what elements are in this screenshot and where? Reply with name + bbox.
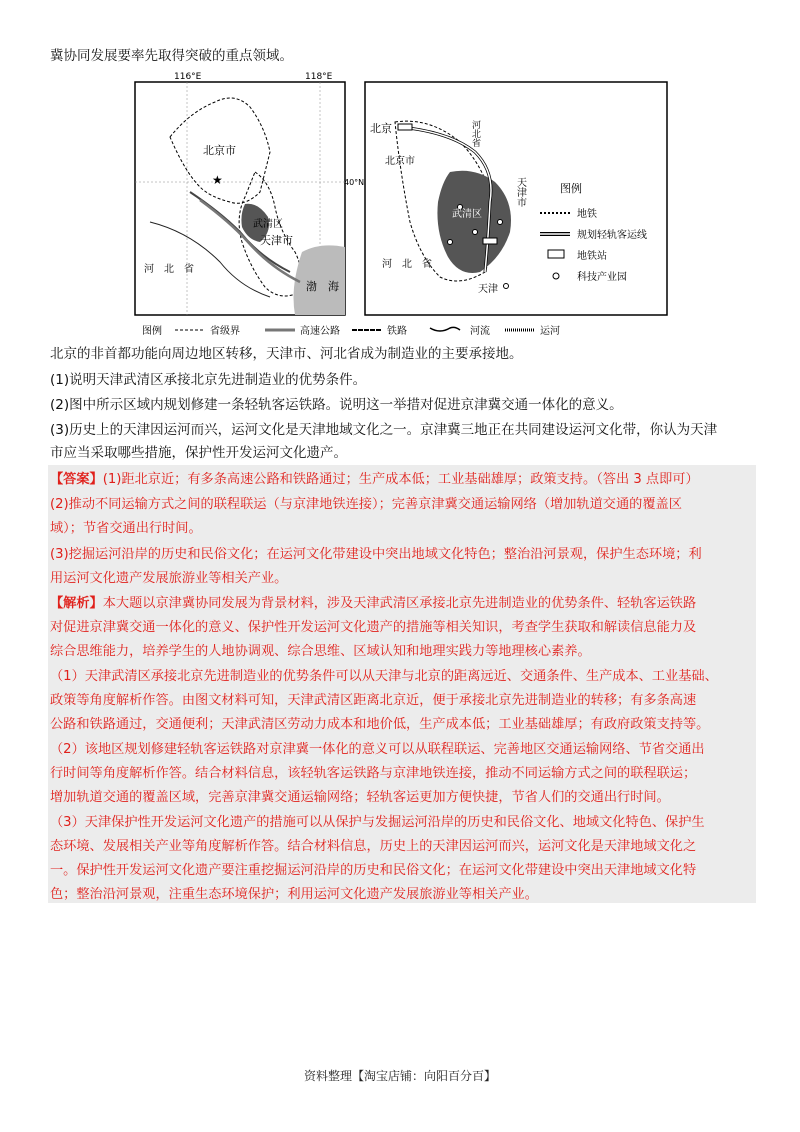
analysis-p3-line-1: （3）天津保护性开发运河文化遗产的措施可以从保护与发掘运河沿岸的历史和民俗文化、地域文化特色、保护生: [50, 815, 705, 830]
analysis-line-3: 综合思维能力，培养学生的人地协调观、综合思维、区域认知和地理实践力等地理核心素养。: [50, 644, 591, 659]
analysis-p2-line-1: （2）该地区规划修建轻轨客运铁路对京津冀一体化的意义可以从联程联运、完善地区交通运输网络、节省交通出: [50, 742, 705, 757]
left-beijing-label: 北京市: [203, 144, 236, 157]
svg-text:高速公路: 高速公路: [300, 326, 340, 337]
question-intro: 北京的非首都功能向周边地区转移，天津市、河北省成为制造业的主要承接地。: [50, 346, 523, 362]
question-3-line-1: (3)历史上的天津因运河而兴，运河文化是天津地域文化之一。京津冀三地正在共同建设运河文化带，你认为天津: [50, 422, 718, 438]
right-tianjin-v: 天津市: [514, 177, 526, 207]
answer-tag: 【答案】: [50, 472, 103, 487]
lon-label-2: 118°E: [305, 72, 333, 82]
answer-3-line-2: 用运河文化遗产发展旅游业等相关产业。: [50, 571, 288, 586]
analysis-p2-line-3: 增加轨道交通的覆盖区域，完善京津冀交通运输网络；轻轨客运更加方便快捷，节省人们的交通出行时间。: [50, 790, 670, 805]
left-map: [135, 72, 364, 315]
right-tianjin-point: 天津: [478, 284, 498, 295]
answer-2-line-2: 域）；节省交通出行时间。: [50, 521, 202, 536]
question-3-line-2: 市应当采取哪些措施，保护性开发运河文化遗产。: [50, 445, 347, 461]
svg-text:铁路: 铁路: [387, 326, 407, 337]
analysis-p2-line-2: 行时间等角度解析作答。结合材料信息，该轻轨客运铁路与京津地铁连接，推动不同运输方式之间的联程联运；: [50, 766, 697, 781]
right-wuqing-label: 武清区: [452, 209, 482, 220]
answer-3-line-1: (3)挖掘运河沿岸的历史和民俗文化；在运河文化带建设中突出地域文化特色；整治沿河景观，保护生态环境；利: [50, 547, 702, 562]
svg-text:省级界: 省级界: [210, 326, 240, 337]
left-tianjin-label: 天津市: [260, 234, 293, 247]
lat-label: 40°N: [344, 178, 365, 187]
analysis-p3-line-3: 一。保护性开发运河文化遗产要注重挖掘运河沿岸的历史和民俗文化；在运河文化带建设中突出天津地域文化特: [50, 863, 697, 878]
analysis-p1-line-2: 政策等角度解析作答。由图文材料可知，天津武清区距离北京近，便于承接北京先进制造业的转移；有多条高速: [50, 693, 697, 708]
intro-fragment: 冀协同发展要率先取得突破的重点领域。: [50, 48, 293, 64]
legend-station: 地铁站: [577, 251, 607, 262]
right-map: [365, 82, 667, 315]
legend-light-rail: 规划轻轨客运线: [577, 230, 647, 241]
right-beijing-point: 北京: [370, 122, 392, 135]
page-footer: 资料整理【淘宝店铺：向阳百分百】: [303, 1069, 496, 1083]
bottom-legend: [142, 324, 560, 337]
map-figure: [130, 72, 670, 342]
analysis-p3-line-2: 态环境、发展相关产业等角度解析作答。结合材料信息，历史上的天津因运河而兴，运河文化是天津地域文化之: [50, 839, 697, 854]
legend-tech-park: 科技产业园: [577, 272, 627, 283]
analysis-p1-line-1: （1）天津武清区承接北京先进制造业的优势条件可以从天津与北京的距离远近、交通条件、生产成本、工业基础、: [50, 669, 718, 684]
left-hebei-label: 河 北 省: [144, 264, 194, 275]
bottom-legend-title: 图例: [142, 326, 162, 337]
question-1: (1)说明天津武清区承接北京先进制造业的优势条件。: [50, 372, 367, 388]
right-hebei-v: 河北省: [470, 120, 480, 147]
analysis-line-1: 【解析】本大题以京津冀协同发展为背景材料，涉及天津武清区承接北京先进制造业的优势条件、轻轨客运铁路: [50, 596, 697, 611]
analysis-tag: 【解析】: [50, 596, 103, 611]
left-star-icon: ★: [212, 173, 223, 187]
right-beijing-city: 北京市: [385, 156, 415, 167]
right-hebei-label: 河 北 省: [382, 259, 432, 270]
legend-subway: 地铁: [577, 209, 597, 220]
left-wuqing-label: 武清区: [253, 219, 283, 230]
analysis-line-2: 对促进京津冀交通一体化的意义、保护性开发运河文化遗产的措施等相关知识，考查学生获取和解读信息能力及: [50, 620, 697, 635]
analysis-p1-line-3: 公路和铁路通过，交通便利；天津武清区劳动力成本和地价低，生产成本低；工业基础雄厚；有政府政策支持等。: [50, 717, 710, 732]
answer-line-1: 【答案】(1)距北京近；有多条高速公路和铁路通过；生产成本低；工业基础雄厚；政策支持。（答出 3 点即可）: [50, 472, 699, 487]
left-bohai-label: 渤 海: [306, 280, 339, 293]
analysis-p3-line-4: 色；整治沿河景观，注重生态环境保护；利用运河文化遗产发展旅游业等相关产业。: [50, 887, 538, 902]
svg-text:运河: 运河: [540, 326, 560, 337]
lon-label-1: 116°E: [174, 72, 202, 82]
svg-text:河流: 河流: [470, 326, 490, 337]
right-legend-title: 图例: [560, 182, 582, 195]
answer-2-line-1: (2)推动不同运输方式之间的联程联运（与京津地铁连接）；完善京津冀交通运输网络（增加轨道交通的覆盖区: [50, 497, 682, 512]
question-2: (2)图中所示区域内规划修建一条轻轨客运铁路。说明这一举措对促进京津冀交通一体化的意义。: [50, 397, 623, 413]
